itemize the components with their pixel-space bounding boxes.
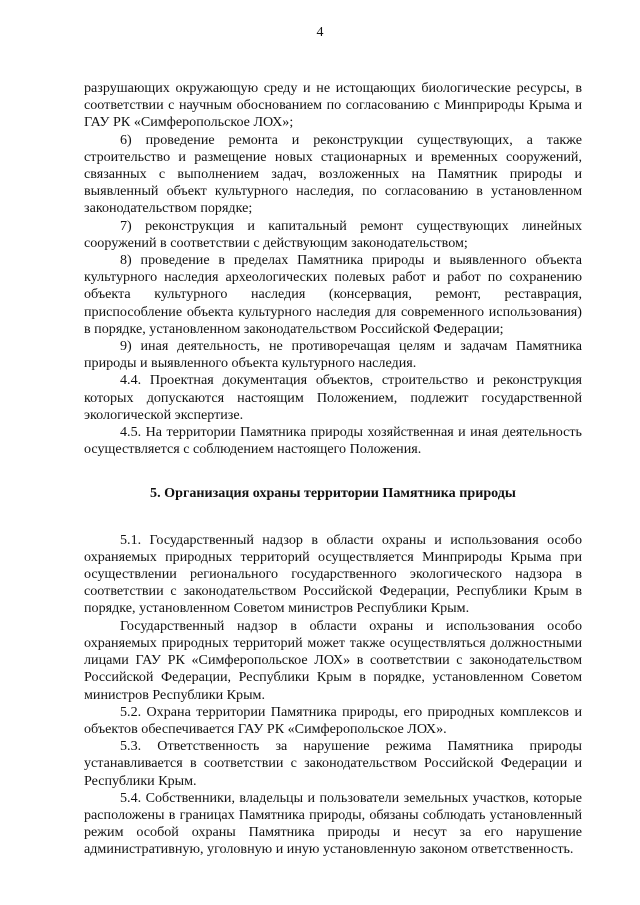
paragraph-continuation: разрушающих окружающую среду и не истощающих биологические ресурсы, в соответствии с научным обоснованием по согласованию с Минприроды Крыма и ГАУ РК «Симферопольское ЛОХ»; — [84, 80, 582, 131]
page-body — [84, 80, 582, 859]
clause-4-4: 4.4. Проектная документация объектов, строительство и реконструкция которых допускаются настоящим Положением, подлежит государственной экологической экспертизе. — [84, 372, 582, 423]
clause-5-4: 5.4. Собственники, владельцы и пользователи земельных участков, которые расположены в границах Памятника природы, обязаны соблюдать установленный режим особой охраны Памятника природы и несут за его нарушение административную, уголовную и иную установленную законом ответственность. — [84, 789, 582, 858]
list-item-6: 6) проведение ремонта и реконструкции существующих, а также строительство и размещение новых стационарных и временных сооружений, связанных с выполнением задач, возложенных на Памятник природы и выявленный объект культурного наследия, по согласованию в установленном законодательством порядке; — [84, 131, 582, 217]
page-number: 4 — [316, 25, 324, 40]
list-item-9: 9) иная деятельность, не противоречащая целям и задачам Памятника природы и выявленного объекта культурного наследия. — [84, 338, 582, 372]
list-item-7: 7) реконструкция и капитальный ремонт существующих линейных сооружений в соответствии с действующим законодательством; — [84, 217, 582, 251]
section-heading: 5. Организация охраны территории Памятника природы — [150, 485, 516, 502]
clause-4-5: 4.5. На территории Памятника природы хозяйственная и иная деятельность осуществляется с соблюдением настоящего Положения. — [84, 424, 582, 458]
list-item-8: 8) проведение в пределах Памятника природы и выявленного объекта культурного наследия археологических полевых работ и работ по сохранению объекта культурного наследия (консервация, ремонт, реставрация, приспособление объекта культурного наследия для современного использования) в порядке, установленном законодательством Российской Федерации; — [84, 252, 582, 337]
clause-5-2: 5.2. Охрана территории Памятника природы, его природных комплексов и объектов обеспечивается ГАУ РК «Симферопольское ЛОХ». — [84, 703, 582, 737]
clause-5-3: 5.3. Ответственность за нарушение режима Памятника природы устанавливается в соответствии с законодательством Российской Федерации и Республики Крым. — [84, 738, 582, 789]
clause-5-1-continuation: Государственный надзор в области охраны и использования особо охраняемых природных территорий может также осуществляться должностными лицами ГАУ РК «Симферопольское ЛОХ» в соответствии с законодательством Российской Федерации, Республики Крым в порядке, установленном Советом министров Республики Крым. — [84, 617, 582, 703]
clause-5-1: 5.1. Государственный надзор в области охраны и использования особо охраняемых природных территорий осуществляется Минприроды Крыма при осуществлении регионального государственного экологического надзора в соответствии с законодательством Российской Федерации, Республики Крым в порядке, установленном Советом министров Республики Крым. — [84, 531, 582, 617]
